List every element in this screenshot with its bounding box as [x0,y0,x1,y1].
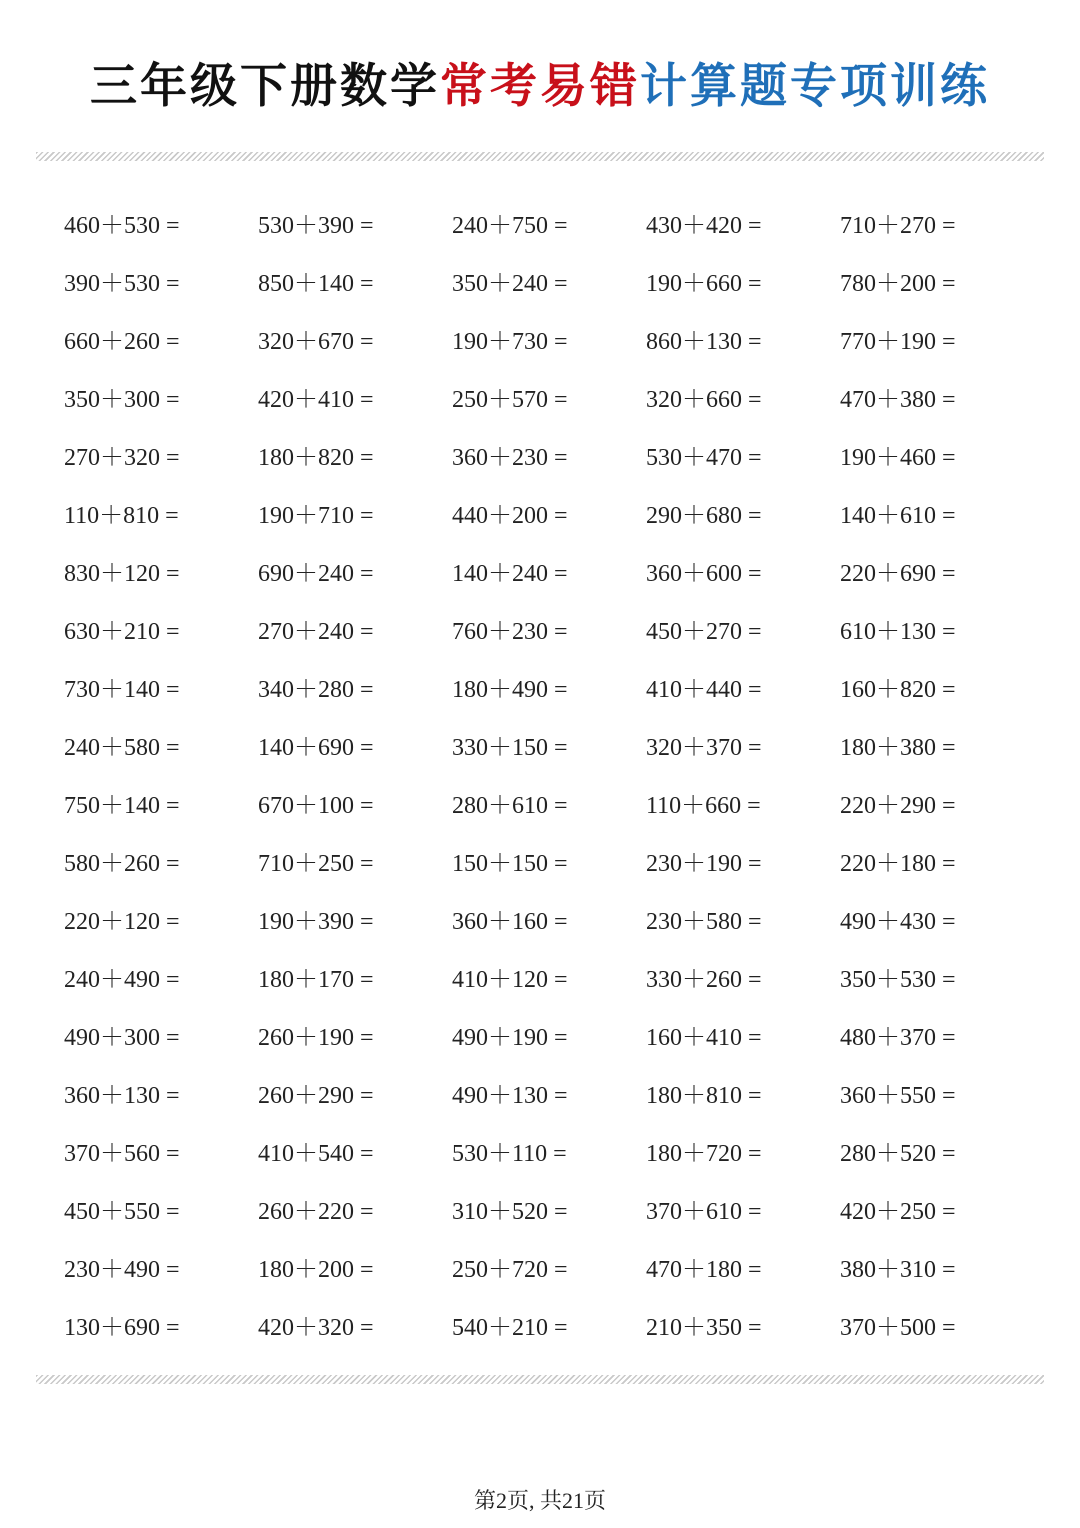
problem-item: 470＋180 = [646,1256,762,1283]
problem-item: 360＋230 = [452,444,568,471]
problem-item: 230＋190 = [646,850,762,877]
problem-item: 160＋410 = [646,1024,762,1051]
problem-row [64,251,1044,309]
problem-item: 630＋210 = [64,618,180,645]
problem-item: 350＋240 = [452,270,568,297]
problem-row [64,309,1044,367]
problem-item: 420＋320 = [258,1314,374,1341]
problem-item: 670＋100 = [258,792,374,819]
problem-item: 410＋120 = [452,966,568,993]
problem-item: 130＋690 = [64,1314,180,1341]
problem-item: 770＋190 = [840,328,956,355]
problem-item: 430＋420 = [646,212,762,239]
problem-item: 540＋210 = [452,1314,568,1341]
problem-item: 180＋820 = [258,444,374,471]
page-number: 第2页, 共21页 [473,1488,606,1513]
problem-item: 850＋140 = [258,270,374,297]
problem-item: 280＋610 = [452,792,568,819]
problem-item: 240＋750 = [452,212,568,239]
problem-item: 220＋180 = [840,850,956,877]
problem-item: 140＋240 = [452,560,568,587]
problem-item: 490＋430 = [840,908,956,935]
problem-item: 180＋380 = [840,734,956,761]
problem-item: 220＋690 = [840,560,956,587]
problem-item: 780＋200 = [840,270,956,297]
problem-row [64,1063,1044,1121]
problem-item: 350＋530 = [840,966,956,993]
problem-item: 180＋490 = [452,676,568,703]
problem-item: 270＋320 = [64,444,180,471]
problem-row [64,193,1044,251]
problem-item: 220＋290 = [840,792,956,819]
problem-item: 190＋660 = [646,270,762,297]
problem-item: 320＋660 = [646,386,762,413]
problem-item: 160＋820 = [840,676,956,703]
problem-item: 180＋170 = [258,966,374,993]
problem-item: 320＋370 = [646,734,762,761]
problem-row [64,1121,1044,1179]
problem-row [64,367,1044,425]
problem-item: 470＋380 = [840,386,956,413]
problem-item: 530＋390 = [258,212,374,239]
problem-item: 260＋190 = [258,1024,374,1051]
title-part-training: 计算题专项训练 [640,59,990,114]
problem-item: 350＋300 = [64,386,180,413]
problem-item: 190＋460 = [840,444,956,471]
problem-item: 140＋610 = [840,502,956,529]
problem-item: 660＋260 = [64,328,180,355]
problem-item: 380＋310 = [840,1256,956,1283]
problem-row [64,831,1044,889]
problem-row [64,715,1044,773]
problem-item: 480＋370 = [840,1024,956,1051]
problem-item: 460＋530 = [64,212,180,239]
problem-item: 580＋260 = [64,850,180,877]
problem-item: 220＋120 = [64,908,180,935]
problem-item: 110＋660 = [646,792,761,819]
problem-item: 610＋130 = [840,618,956,645]
problem-row [64,1179,1044,1237]
problem-item: 260＋290 = [258,1082,374,1109]
problem-item: 750＋140 = [64,792,180,819]
problem-item: 280＋520 = [840,1140,956,1167]
top-divider [36,152,1044,161]
problem-item: 450＋270 = [646,618,762,645]
problem-item: 190＋390 = [258,908,374,935]
problem-item: 760＋230 = [452,618,568,645]
problem-item: 490＋190 = [452,1024,568,1051]
problem-item: 330＋150 = [452,734,568,761]
problem-item: 270＋240 = [258,618,374,645]
problem-row [64,541,1044,599]
problem-item: 450＋550 = [64,1198,180,1225]
problem-item: 230＋580 = [646,908,762,935]
problem-item: 230＋490 = [64,1256,180,1283]
problem-item: 320＋670 = [258,328,374,355]
problem-item: 290＋680 = [646,502,762,529]
problem-item: 360＋130 = [64,1082,180,1109]
problem-item: 260＋220 = [258,1198,374,1225]
problem-item: 140＋690 = [258,734,374,761]
problem-item: 530＋470 = [646,444,762,471]
problem-item: 190＋710 = [258,502,374,529]
problem-row [64,599,1044,657]
problem-item: 190＋730 = [452,328,568,355]
problem-item: 410＋540 = [258,1140,374,1167]
problem-row [64,657,1044,715]
problem-item: 370＋610 = [646,1198,762,1225]
problem-item: 710＋270 = [840,212,956,239]
problem-row [64,1295,1044,1353]
problem-item: 180＋810 = [646,1082,762,1109]
problem-item: 530＋110 = [452,1140,567,1167]
problem-item: 420＋250 = [840,1198,956,1225]
title-part-error-prone: 常考易错 [440,59,640,114]
problem-item: 360＋550 = [840,1082,956,1109]
problem-item: 440＋200 = [452,502,568,529]
problem-item: 110＋810 = [64,502,179,529]
problem-item: 490＋300 = [64,1024,180,1051]
problem-item: 240＋490 = [64,966,180,993]
problem-item: 240＋580 = [64,734,180,761]
problem-item: 860＋130 = [646,328,762,355]
problem-item: 340＋280 = [258,676,374,703]
problem-item: 180＋200 = [258,1256,374,1283]
problem-item: 730＋140 = [64,676,180,703]
problem-item: 360＋160 = [452,908,568,935]
problem-row [64,889,1044,947]
problem-row [64,947,1044,1005]
problem-item: 150＋150 = [452,850,568,877]
problem-item: 410＋440 = [646,676,762,703]
problem-item: 420＋410 = [258,386,374,413]
worksheet-title [0,52,1080,122]
problem-item: 360＋600 = [646,560,762,587]
problem-item: 250＋720 = [452,1256,568,1283]
problem-row [64,773,1044,831]
problem-item: 210＋350 = [646,1314,762,1341]
problem-item: 370＋560 = [64,1140,180,1167]
problem-item: 490＋130 = [452,1082,568,1109]
problem-item: 390＋530 = [64,270,180,297]
problem-grid [64,193,1044,1353]
problem-row [64,1237,1044,1295]
problem-item: 310＋520 = [452,1198,568,1225]
problem-row [64,1005,1044,1063]
problem-item: 690＋240 = [258,560,374,587]
problem-item: 180＋720 = [646,1140,762,1167]
problem-item: 250＋570 = [452,386,568,413]
title-part-grade: 三年级下册数学 [90,59,440,114]
problem-item: 370＋500 = [840,1314,956,1341]
problem-row [64,425,1044,483]
problem-item: 330＋260 = [646,966,762,993]
problem-item: 710＋250 = [258,850,374,877]
bottom-divider [36,1375,1044,1384]
problem-row [64,483,1044,541]
problem-item: 830＋120 = [64,560,180,587]
